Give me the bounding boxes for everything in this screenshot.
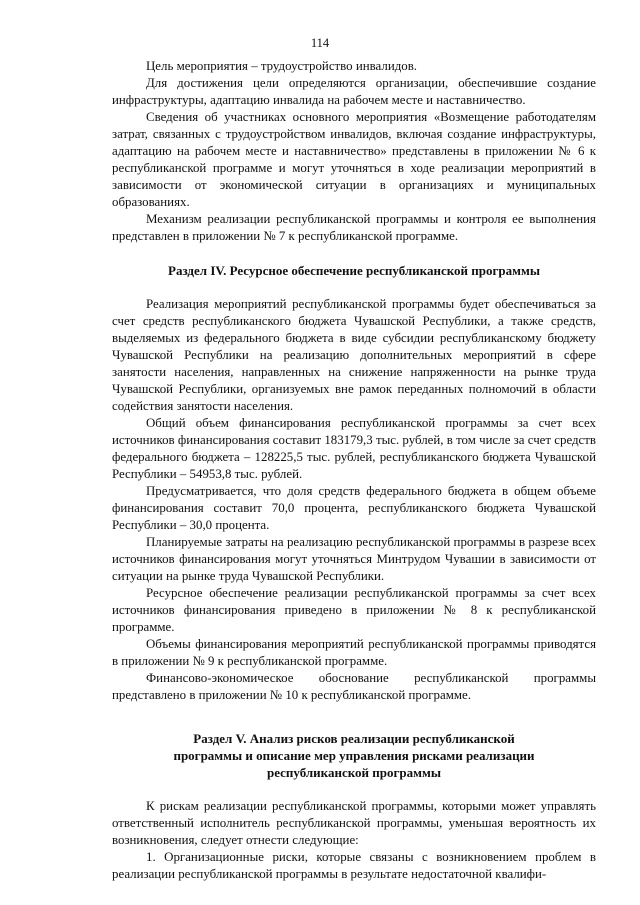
paragraph: 1. Организационные риски, которые связаны с возникновением проблем в реализации республиканской программы в результате недостаточной квалифи-: [112, 850, 596, 881]
section-heading-line: Раздел V. Анализ рисков реализации республиканской: [193, 731, 515, 746]
section-heading-4: Раздел IV. Ресурсное обеспечение республиканской программы: [168, 263, 540, 278]
paragraph: Сведения об участниках основного мероприятия «Возмещение работодателям затрат, связанных с трудоустройством инвалидов, включая создание инфраструктуры, адаптацию на рабочем месте и наставничество» представлены в приложении № 6 к республиканской программе и могут уточняться в ходе реализации мероприятий в зависимости от экономической ситуации в организациях и муниципальных образованиях.: [112, 110, 596, 209]
paragraph: Реализация мероприятий республиканской программы будет обеспечиваться за счет средств республиканского бюджета Чувашской Республики, а также средств, выделяемых из федерального бюджета в виде субсидии республиканскому бюджету Чувашской Республики на реализацию дополнительных мероприятий в сфере занятости населения, направленных на снижение напряженности на рынке труда Чувашской Республики, организуемых вне рамок переданных полномочий в области содействия занятости населения.: [112, 297, 596, 413]
paragraph: Ресурсное обеспечение реализации республиканской программы за счет всех источников финансирования приведено в приложении № 8 к республиканской программе.: [112, 586, 596, 634]
section-heading-line: программы и описание мер управления рисками реализации: [173, 748, 535, 763]
paragraph: К рискам реализации республиканской программы, которыми может управлять ответственный исполнитель республиканской программы, уменьшая вероятность их возникновения, следует отнести следующие:: [112, 799, 596, 847]
paragraph: Механизм реализации республиканской программы и контроля ее выполнения представлен в приложении № 7 к республиканской программе.: [112, 212, 596, 243]
paragraph: Объемы финансирования мероприятий республиканской программы приводятся в приложении № 9 к республиканской программе.: [112, 637, 596, 668]
section-heading-5: [112, 730, 596, 781]
paragraph: Общий объем финансирования республиканской программы за счет всех источников финансирования составит 183179,3 тыс. рублей, в том числе за счет средств федерального бюджета – 128225,5 тыс. рублей, республиканского бюджета Чувашской Республики – 54953,8 тыс. рублей.: [112, 416, 596, 481]
page-number: 114: [310, 36, 330, 50]
paragraph: Предусматривается, что доля средств федерального бюджета в общем объеме финансирования составит 70,0 процента, республиканского бюджета Чувашской Республики – 30,0 процента.: [112, 484, 596, 532]
document-body: [112, 58, 596, 883]
paragraph: Цель мероприятия – трудоустройство инвалидов.: [146, 59, 418, 73]
paragraph: Финансово-экономическое обоснование республиканской программы представлено в приложении № 10 к республиканской программе.: [112, 671, 596, 702]
paragraph: Для достижения цели определяются организации, обеспечившие создание инфраструктуры, адаптацию инвалида на рабочем месте и наставничество.: [112, 76, 596, 107]
paragraph: Планируемые затраты на реализацию республиканской программы в разрезе всех источников финансирования могут уточняться Минтрудом Чувашии в зависимости от ситуации на рынке труда Чувашской Республики.: [112, 535, 596, 583]
section-heading-line: республиканской программы: [266, 765, 442, 780]
